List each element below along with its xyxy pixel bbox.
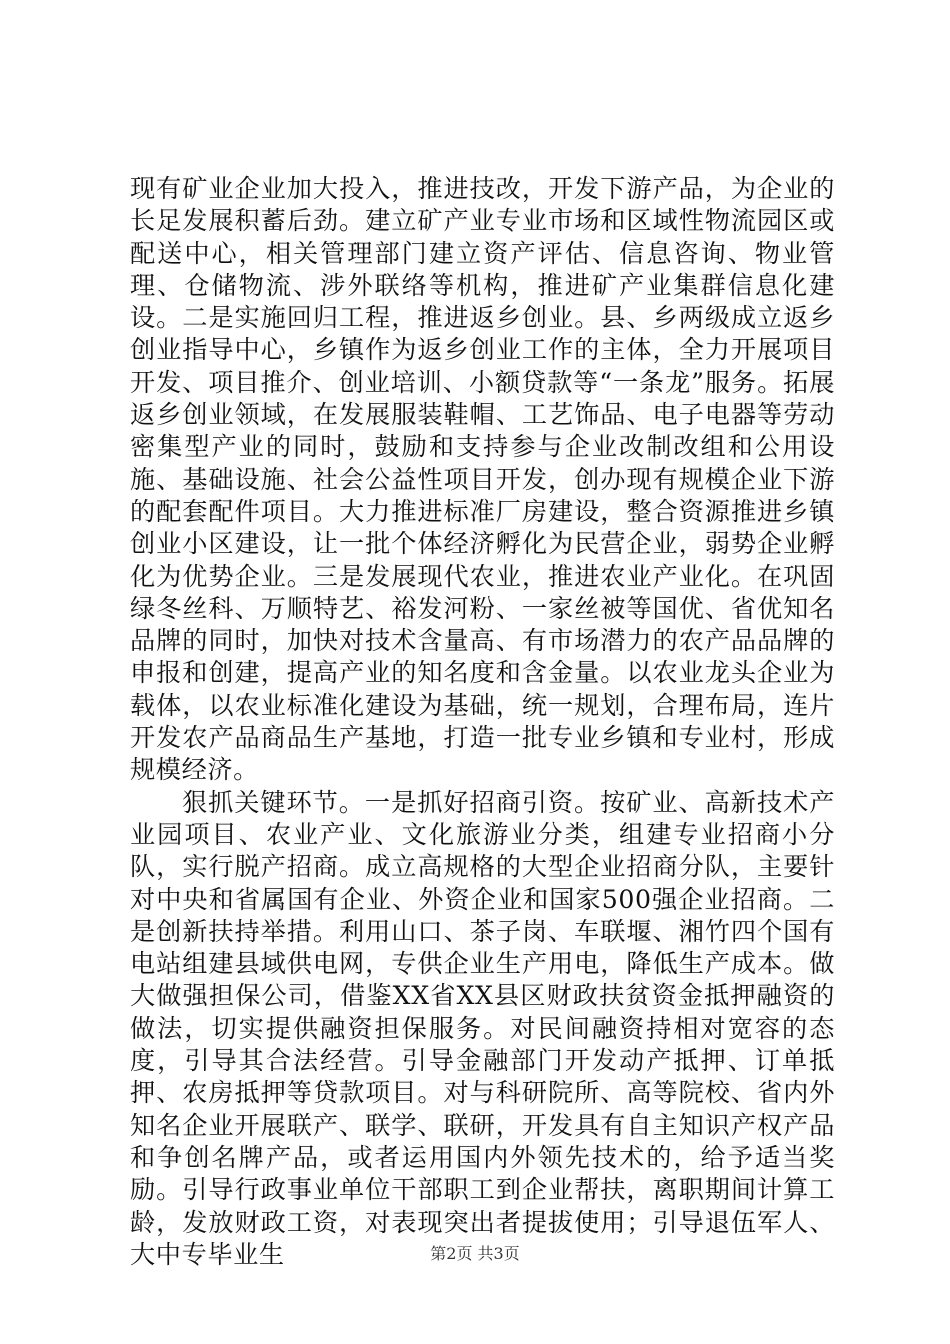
paragraph-continued: 现有矿业企业加大投入，推进技改，开发下游产品，为企业的长足发展积蓄后劲。建立矿产业专业市场和区域性物流园区或配送中心，相关管理部门建立资产评估、信息咨询、物业管理、仓储物流、涉外联络等机构，推进矿产业集群信息化建设。二是实施回归工程，推进返乡创业。县、乡两级成立返乡创业指导中心，乡镇作为返乡创业工作的主体，全力开展项目开发、项目推介、创业培训、小额贷款等“一条龙”服务。拓展返乡创业领域，在发展服装鞋帽、工艺饰品、电子电器等劳动密集型产业的同时，鼓励和支持参与企业改制改组和公用设施、基础设施、社会公益性项目开发，创办现有规模企业下游的配套配件项目。大力推进标准厂房建设，整合资源推进乡镇创业小区建设，让一批个体经济孵化为民营企业，弱势企业孵化为优势企业。三是发展现代农业，推进农业产业化。在巩固绿冬丝科、万顺特艺、裕发河粉、一家丝被等国优、省优知名品牌的同时，加快对技术含量高、有市场潜力的农产品品牌的申报和创建，提高产业的知名度和含金量。以农业龙头企业为载体，以农业标准化建设为基础，统一规划，合理布局，连片开发农产品商品生产基地，打造一批专业乡镇和专业村，形成规模经济。 <box>130 174 835 785</box>
page-number-footer: 第2页 共3页 <box>430 1244 520 1263</box>
document-body <box>130 173 835 1271</box>
paragraph-key-links: 狠抓关键环节。一是抓好招商引资。按矿业、高新技术产业园项目、农业产业、文化旅游业分类，组建专业招商小分队，实行脱产招商。成立高规格的大型企业招商分队，主要针对中央和省属国有企业、外资企业和国家500强企业招商。二是创新扶持举措。利用山口、茶子岗、车联堰、湘竹四个国有电站组建县域供电网，专供企业生产用电，降低生产成本。做大做强担保公司，借鉴XX省XX县区财政扶贫资金抵押融资的做法，切实提供融资担保服务。对民间融资持相对宽容的态度，引导其合法经营。引导金融部门开发动产抵押、订单抵押、农房抵押等贷款项目。对与科研院所、高等院校、省内外知名企业开展联产、联学、联研，开发具有自主知识产权产品和争创名牌产品，或者运用国内外领先技术的，给予适当奖励。引导行政事业单位干部职工到企业帮扶，离职期间计算工龄，发放财政工资，对表现突出者提拔使用；引导退伍军人、大中专毕业生 <box>130 787 835 1269</box>
